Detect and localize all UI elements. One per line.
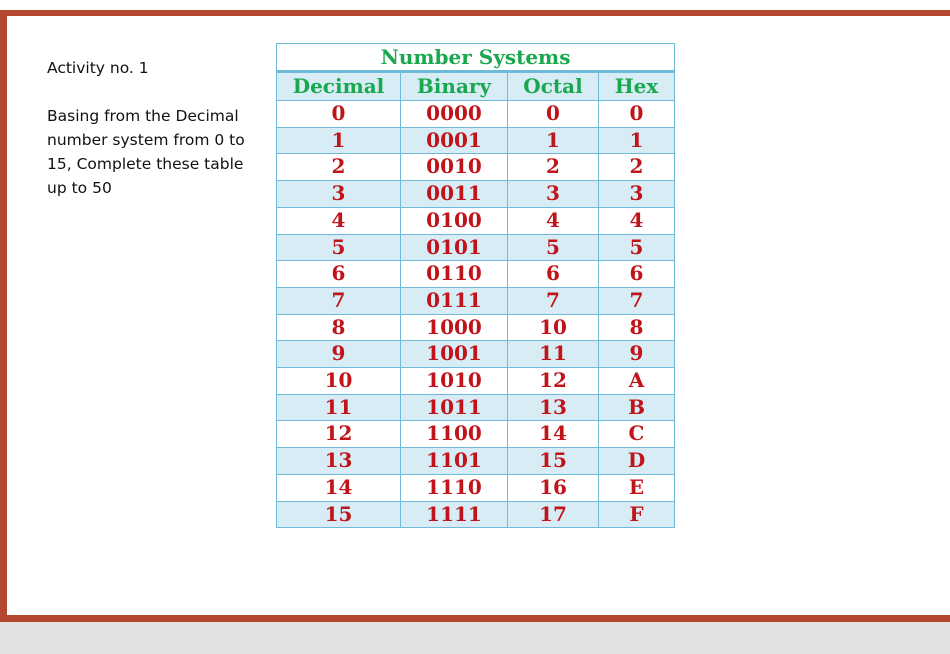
cell-octal: 5 [508, 234, 599, 261]
cell-hex: 6 [599, 261, 675, 288]
cell-octal: 0 [508, 101, 599, 128]
cell-hex: C [599, 421, 675, 448]
table-row [277, 394, 675, 421]
table-row [277, 181, 675, 208]
table-title: Number Systems [277, 44, 675, 72]
cell-binary: 1110 [401, 474, 508, 501]
table-row [277, 234, 675, 261]
header-decimal: Decimal [277, 72, 401, 101]
cell-decimal: 9 [277, 341, 401, 368]
header-binary: Binary [401, 72, 508, 101]
cell-octal: 4 [508, 207, 599, 234]
number-systems-table [276, 43, 675, 528]
cell-octal: 17 [508, 501, 599, 528]
cell-binary: 1111 [401, 501, 508, 528]
cell-decimal: 1 [277, 127, 401, 154]
cell-decimal: 10 [277, 368, 401, 395]
cell-octal: 15 [508, 448, 599, 475]
table-row [277, 341, 675, 368]
cell-decimal: 12 [277, 421, 401, 448]
table-row [277, 154, 675, 181]
cell-octal: 12 [508, 368, 599, 395]
table-row [277, 501, 675, 528]
table-body [277, 101, 675, 528]
cell-binary: 1010 [401, 368, 508, 395]
table-row [277, 421, 675, 448]
table-row [277, 368, 675, 395]
table-row [277, 474, 675, 501]
cell-binary: 1000 [401, 314, 508, 341]
cell-hex: 3 [599, 181, 675, 208]
cell-octal: 1 [508, 127, 599, 154]
cell-binary: 0000 [401, 101, 508, 128]
cell-decimal: 3 [277, 181, 401, 208]
cell-decimal: 6 [277, 261, 401, 288]
cell-binary: 1101 [401, 448, 508, 475]
cell-binary: 1001 [401, 341, 508, 368]
cell-binary: 1011 [401, 394, 508, 421]
cell-binary: 0001 [401, 127, 508, 154]
cell-decimal: 15 [277, 501, 401, 528]
cell-hex: 2 [599, 154, 675, 181]
cell-octal: 14 [508, 421, 599, 448]
cell-octal: 13 [508, 394, 599, 421]
cell-binary: 0010 [401, 154, 508, 181]
cell-octal: 16 [508, 474, 599, 501]
cell-hex: 7 [599, 287, 675, 314]
cell-hex: F [599, 501, 675, 528]
cell-decimal: 4 [277, 207, 401, 234]
cell-binary: 0101 [401, 234, 508, 261]
table-row [277, 101, 675, 128]
cell-octal: 7 [508, 287, 599, 314]
cell-hex: B [599, 394, 675, 421]
cell-hex: 9 [599, 341, 675, 368]
table-row [277, 448, 675, 475]
cell-binary: 1100 [401, 421, 508, 448]
header-octal: Octal [508, 72, 599, 101]
cell-binary: 0110 [401, 261, 508, 288]
cell-octal: 6 [508, 261, 599, 288]
cell-hex: 5 [599, 234, 675, 261]
slide-frame [0, 10, 950, 622]
cell-octal: 2 [508, 154, 599, 181]
cell-binary: 0011 [401, 181, 508, 208]
activity-instructions: Basing from the Decimal number system from 0 to 15, Complete these table up to 50 [47, 107, 245, 197]
cell-octal: 10 [508, 314, 599, 341]
cell-decimal: 7 [277, 287, 401, 314]
cell-binary: 0100 [401, 207, 508, 234]
table-row [277, 127, 675, 154]
cell-decimal: 0 [277, 101, 401, 128]
cell-octal: 11 [508, 341, 599, 368]
instructions-text-box [47, 56, 247, 200]
number-systems-table-container [276, 43, 674, 528]
cell-decimal: 11 [277, 394, 401, 421]
cell-hex: A [599, 368, 675, 395]
cell-decimal: 2 [277, 154, 401, 181]
table-row [277, 207, 675, 234]
activity-heading: Activity no. 1 [47, 59, 149, 77]
cell-octal: 3 [508, 181, 599, 208]
cell-hex: 0 [599, 101, 675, 128]
header-hex: Hex [599, 72, 675, 101]
table-row [277, 261, 675, 288]
cell-binary: 0111 [401, 287, 508, 314]
table-row [277, 287, 675, 314]
cell-hex: 1 [599, 127, 675, 154]
cell-decimal: 13 [277, 448, 401, 475]
cell-hex: E [599, 474, 675, 501]
cell-hex: 4 [599, 207, 675, 234]
table-row [277, 314, 675, 341]
cell-decimal: 5 [277, 234, 401, 261]
cell-hex: 8 [599, 314, 675, 341]
cell-decimal: 8 [277, 314, 401, 341]
cell-decimal: 14 [277, 474, 401, 501]
cell-hex: D [599, 448, 675, 475]
